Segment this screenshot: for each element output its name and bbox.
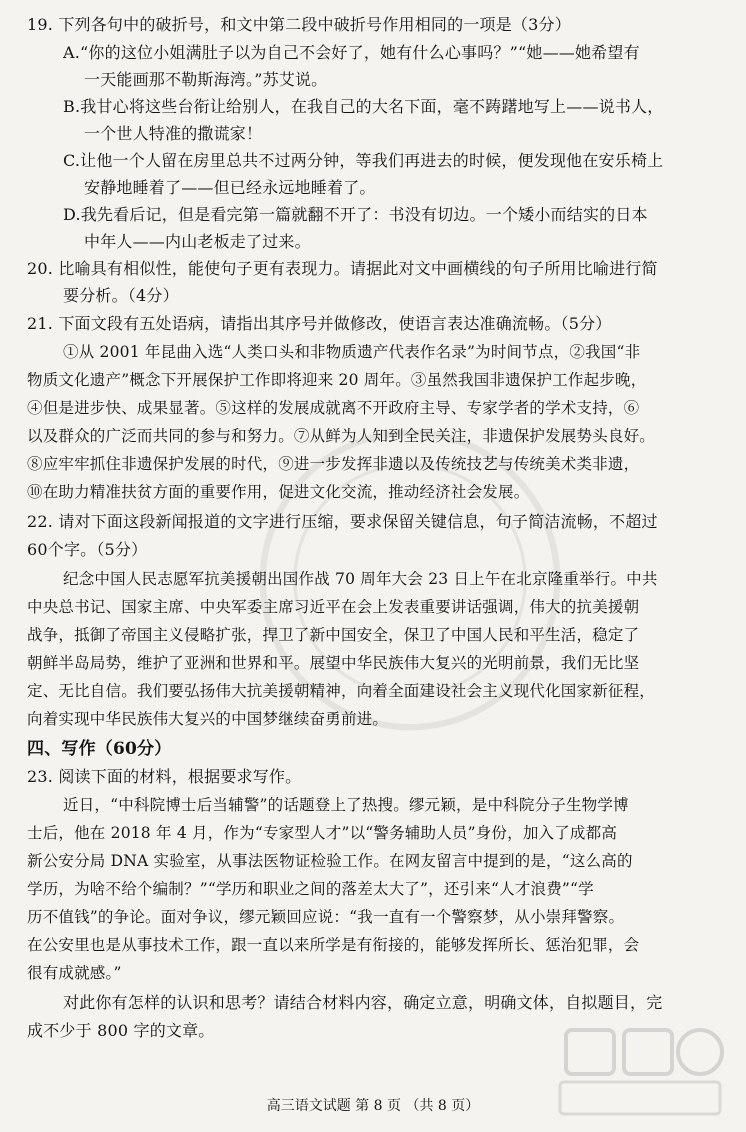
q19-option-d-line2: 中年人——内山老板走了过来。	[84, 232, 311, 251]
q23-material-line4: 学历，为啥不给个编制？”“学历和职业之间的落差太大了”，还引来“人才浪费”“学	[27, 880, 594, 898]
q20-stem-line1: 20. 比喻具有相似性，能使句子更有表现力。请据此对文中画横线的句子所用比喻进行简	[27, 259, 658, 278]
q21-stem: 21. 下面文段有五处语病，请指出其序号并做修改，使语言表达准确流畅。（5分）	[27, 314, 612, 333]
q21-passage-line3: ④但是进步快、成果显著。⑤这样的发展成就离不开政府主导、专家学者的学术支持，⑥	[27, 399, 640, 417]
q22-passage-line3: 战争，抵御了帝国主义侵略扩张，捍卫了新中国安全，保卫了中国人民和平生活，稳定了	[27, 626, 640, 644]
q21-passage-line5: ⑧应牢牢抓住非遗保护发展的时代，⑨进一步发挥非遗以及传统技艺与传统美术类非遗，	[27, 455, 640, 473]
q22-passage-line1: 纪念中国人民志愿军抗美援朝出国作战 70 周年大会 23 日上午在北京隆重举行。中共	[63, 570, 658, 588]
q22-stem-line1: 22. 请对下面这段新闻报道的文字进行压缩，要求保留关键信息，句子简洁流畅，不超过	[27, 512, 658, 531]
q19-option-a-line2: 一天能画那不勒斯海湾。”苏艾说。	[84, 70, 328, 89]
q19-option-c-line2: 安静地睡着了——但已经永远地睡着了。	[84, 178, 376, 197]
q21-passage-line4: 以及群众的广泛而共同的参与和努力。⑦从鲜为人知到全民关注，非遗保护发展势头良好。	[27, 427, 656, 445]
q23-material-line6: 在公安里也是从事技术工作，跟一直以来所学是有衔接的，能够发挥所长、惩治犯罪，会	[27, 936, 640, 954]
q23-requirement-line1: 对此你有怎样的认识和思考？请结合材料内容，确定立意，明确文体，自拟题目，完	[63, 993, 663, 1012]
q21-passage-line6: ⑩在助力精准扶贫方面的重要作用，促进文化交流，推动经济社会发展。	[27, 483, 530, 501]
q23-requirement-line2: 成不少于 800 字的文章。	[27, 1021, 215, 1040]
page-footer: 高三语文试题 第 8 页 （共 8 页）	[266, 1098, 480, 1114]
q19-option-d-line1: D.我先看后记，但是看完第一篇就翻不开了：书没有切边。一个矮小而结实的日本	[63, 205, 648, 224]
q19-stem: 19. 下列各句中的破折号，和文中第二段中破折号作用相同的一项是（3分）	[27, 15, 571, 34]
q23-material-line2: 士后，他在 2018 年 4 月，作为“专家型人才”以“警务辅助人员”身份，加入了成都高	[27, 824, 618, 842]
q19-option-b-line1: B.我甘心将这些台衔让给别人，在我自己的大名下面，毫不踌躇地写上——说书人，	[63, 97, 664, 116]
q22-passage-line2: 中央总书记、国家主席、中央军委主席习近平在会上发表重要讲话强调，伟大的抗美援朝	[27, 598, 640, 616]
q21-passage-line2: 物质文化遗产”概念下开展保护工作即将迎来 20 周年。③虽然我国非遗保护工作起步晚，	[27, 371, 647, 389]
q22-passage-line4: 朝鲜半岛局势，维护了亚洲和世界和平。展望中华民族伟大复兴的光明前景，我们无比坚	[27, 654, 640, 672]
q23-material-line7: 很有成就感。”	[27, 964, 122, 982]
q19-option-b-line2: 一个世人特准的撒谎家！	[84, 124, 263, 143]
q23-material-line5: 历不值钱”的争论。面对争议，缪元颖回应说：“我一直有一个警察梦，从小崇拜警察。	[27, 908, 625, 926]
q19-option-c-line1: C.让他一个人留在房里总共不过两分钟，等我们再进去的时候，便发现他在安乐椅上	[63, 151, 664, 170]
q21-passage-line1: ①从 2001 年昆曲入选“人类口头和非物质遗产代表作名录”为时间节点，②我国“非	[63, 343, 641, 361]
q19-option-a-line1: A.“你的这位小姐满肚子以为自己不会好了，她有什么心事吗？”“她——她希望有	[63, 43, 640, 62]
section-writing-heading: 四、写作（60分）	[27, 739, 172, 759]
q22-passage-line6: 向着实现中华民族伟大复兴的中国梦继续奋勇前进。	[27, 710, 389, 728]
q20-stem-line2: 要分析。（4分）	[63, 286, 179, 305]
q22-passage-line5: 定、无比自信。我们要弘扬伟大抗美援朝精神，向着全面建设社会主义现代化国家新征程，	[27, 682, 656, 700]
q23-material-line3: 新公安分局 DNA 实验室，从事法医物证检验工作。在网友留言中提到的是，“这么高的	[27, 852, 633, 870]
q22-stem-line2: 60个字。（5分）	[27, 540, 148, 559]
q23-stem: 23. 阅读下面的材料，根据要求写作。	[27, 767, 302, 786]
q23-material-line1: 近日，“中科院博士后当辅警”的话题登上了热搜。缪元颖，是中科院分子生物学博	[63, 796, 629, 814]
